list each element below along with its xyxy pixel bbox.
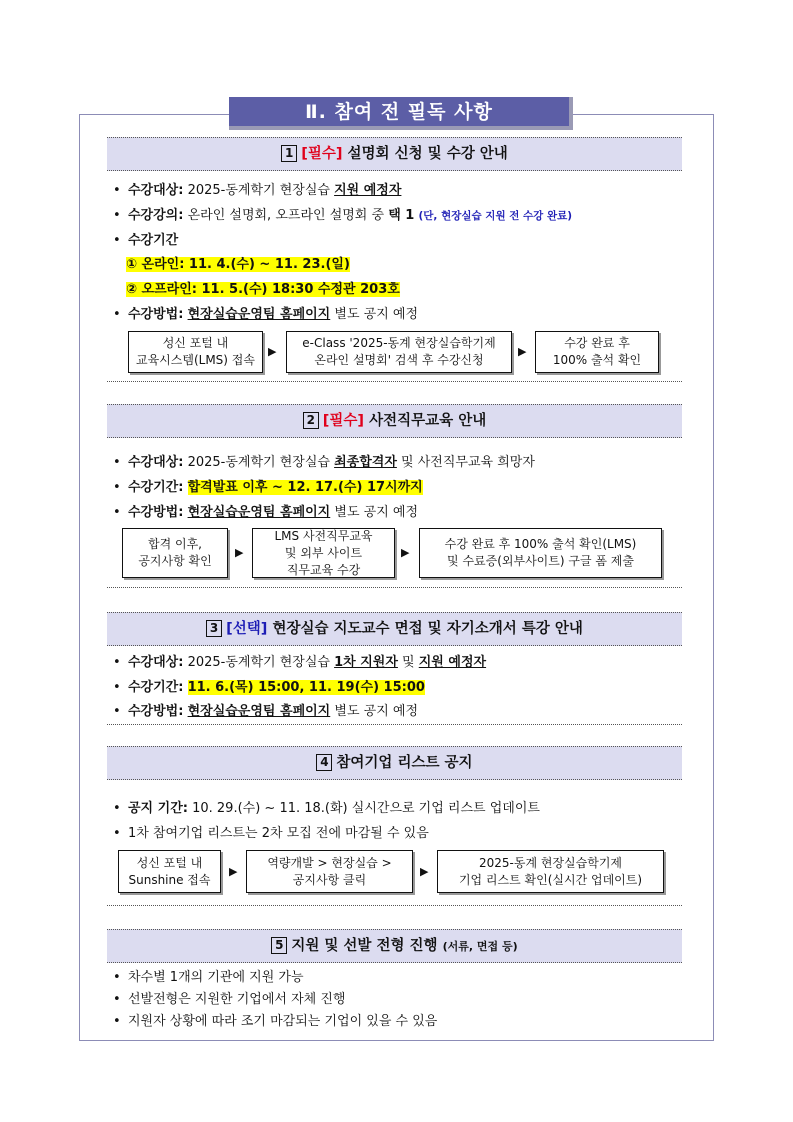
section-number: 4 bbox=[316, 754, 332, 771]
section-number: 3 bbox=[206, 620, 222, 637]
divider bbox=[107, 381, 682, 382]
page-title: Ⅱ. 참여 전 필독 사항 bbox=[229, 97, 573, 130]
section-2-header bbox=[107, 404, 682, 438]
arrow-right-icon: ▶ bbox=[420, 865, 429, 878]
section-title: 설명회 신청 및 수강 안내 bbox=[347, 146, 508, 162]
required-tag: [필수] bbox=[301, 146, 343, 162]
divider bbox=[107, 905, 682, 906]
section-title: 참여기업 리스트 공지 bbox=[336, 755, 473, 771]
list-item: ② 오프라인: 11. 5.(수) 18:30 수정관 203호 bbox=[126, 282, 400, 297]
list-item: • 수강기간: 합격발표 이후 ~ 12. 17.(수) 17시까지 bbox=[113, 480, 423, 495]
list-item: • 수강기간: 11. 6.(목) 15:00, 11. 19(수) 15:00 bbox=[113, 680, 425, 695]
arrow-right-icon: ▶ bbox=[401, 546, 410, 559]
section-4-header bbox=[107, 746, 682, 780]
flow-step: 역량개발 > 현장실습 > 공지사항 클릭 bbox=[246, 850, 413, 893]
list-item: • 1차 참여기업 리스트는 2차 모집 전에 마감될 수 있음 bbox=[113, 826, 429, 841]
list-item: ① 온라인: 11. 4.(수) ~ 11. 23.(일) bbox=[126, 257, 350, 272]
arrow-right-icon: ▶ bbox=[235, 546, 244, 559]
section-number: 1 bbox=[281, 145, 297, 162]
list-item: • 지원자 상황에 따라 조기 마감되는 기업이 있을 수 있음 bbox=[113, 1014, 438, 1029]
flow-step: 2025-동계 현장실습학기제 기업 리스트 확인(실시간 업데이트) bbox=[437, 850, 664, 893]
section-number: 2 bbox=[303, 412, 319, 429]
required-tag: [필수] bbox=[322, 413, 365, 429]
list-item: • 공지 기간: 10. 29.(수) ~ 11. 18.(화) 실시간으로 기업 리스트 업데이트 bbox=[113, 801, 540, 816]
section-title: 지원 및 선발 전형 진행 bbox=[291, 938, 438, 954]
divider bbox=[107, 587, 682, 588]
flow-step: 수강 완료 후 100% 출석 확인 bbox=[535, 331, 659, 373]
section-title: 사전직무교육 안내 bbox=[369, 413, 487, 429]
optional-tag: [선택] bbox=[226, 621, 268, 637]
flow-step: 수강 완료 후 100% 출석 확인(LMS) 및 수료증(외부사이트) 구글 폼 제출 bbox=[419, 528, 662, 578]
list-item: • 수강기간 bbox=[113, 233, 179, 248]
flow-step: e-Class '2025-동계 현장실습학기제 온라인 설명회' 검색 후 수강신청 bbox=[286, 331, 512, 373]
list-item: • 수강대상: 2025-동계학기 현장실습 최종합격자 및 사전직무교육 희망자 bbox=[113, 455, 535, 470]
arrow-right-icon: ▶ bbox=[268, 345, 277, 358]
arrow-right-icon: ▶ bbox=[518, 345, 527, 358]
flow-step: 성신 포털 내 교육시스템(LMS) 접속 bbox=[128, 331, 263, 373]
list-item: • 선발전형은 지원한 기업에서 자체 진행 bbox=[113, 992, 346, 1007]
section-number: 5 bbox=[271, 937, 287, 954]
section-5-header bbox=[107, 929, 682, 963]
list-item: • 수강방법: 현장실습운영팀 홈페이지 별도 공지 예정 bbox=[113, 505, 419, 520]
section-1-header bbox=[107, 137, 682, 171]
list-item: • 수강대상: 2025-동계학기 현장실습 1차 지원자 및 지원 예정자 bbox=[113, 655, 487, 670]
section-title: 현장실습 지도교수 면접 및 자기소개서 특강 안내 bbox=[272, 621, 583, 637]
flow-step: 합격 이후, 공지사항 확인 bbox=[122, 528, 228, 578]
section-note: (서류, 면접 등) bbox=[442, 940, 518, 953]
flow-step: LMS 사전직무교육 및 외부 사이트 직무교육 수강 bbox=[252, 528, 395, 578]
list-item: • 수강방법: 현장실습운영팀 홈페이지 별도 공지 예정 bbox=[113, 704, 419, 719]
flow-step: 성신 포털 내 Sunshine 접속 bbox=[118, 850, 221, 893]
section-3-header bbox=[107, 612, 682, 646]
list-item: • 수강대상: 2025-동계학기 현장실습 지원 예정자 bbox=[113, 183, 402, 198]
divider bbox=[107, 724, 682, 725]
arrow-right-icon: ▶ bbox=[229, 865, 238, 878]
list-item: • 차수별 1개의 기관에 지원 가능 bbox=[113, 970, 304, 985]
list-item: • 수강방법: 현장실습운영팀 홈페이지 별도 공지 예정 bbox=[113, 307, 419, 322]
list-item: • 수강강의: 온라인 설명회, 오프라인 설명회 중 택 1 (단, 현장실습 지원 전 수강 완료) bbox=[113, 208, 573, 223]
